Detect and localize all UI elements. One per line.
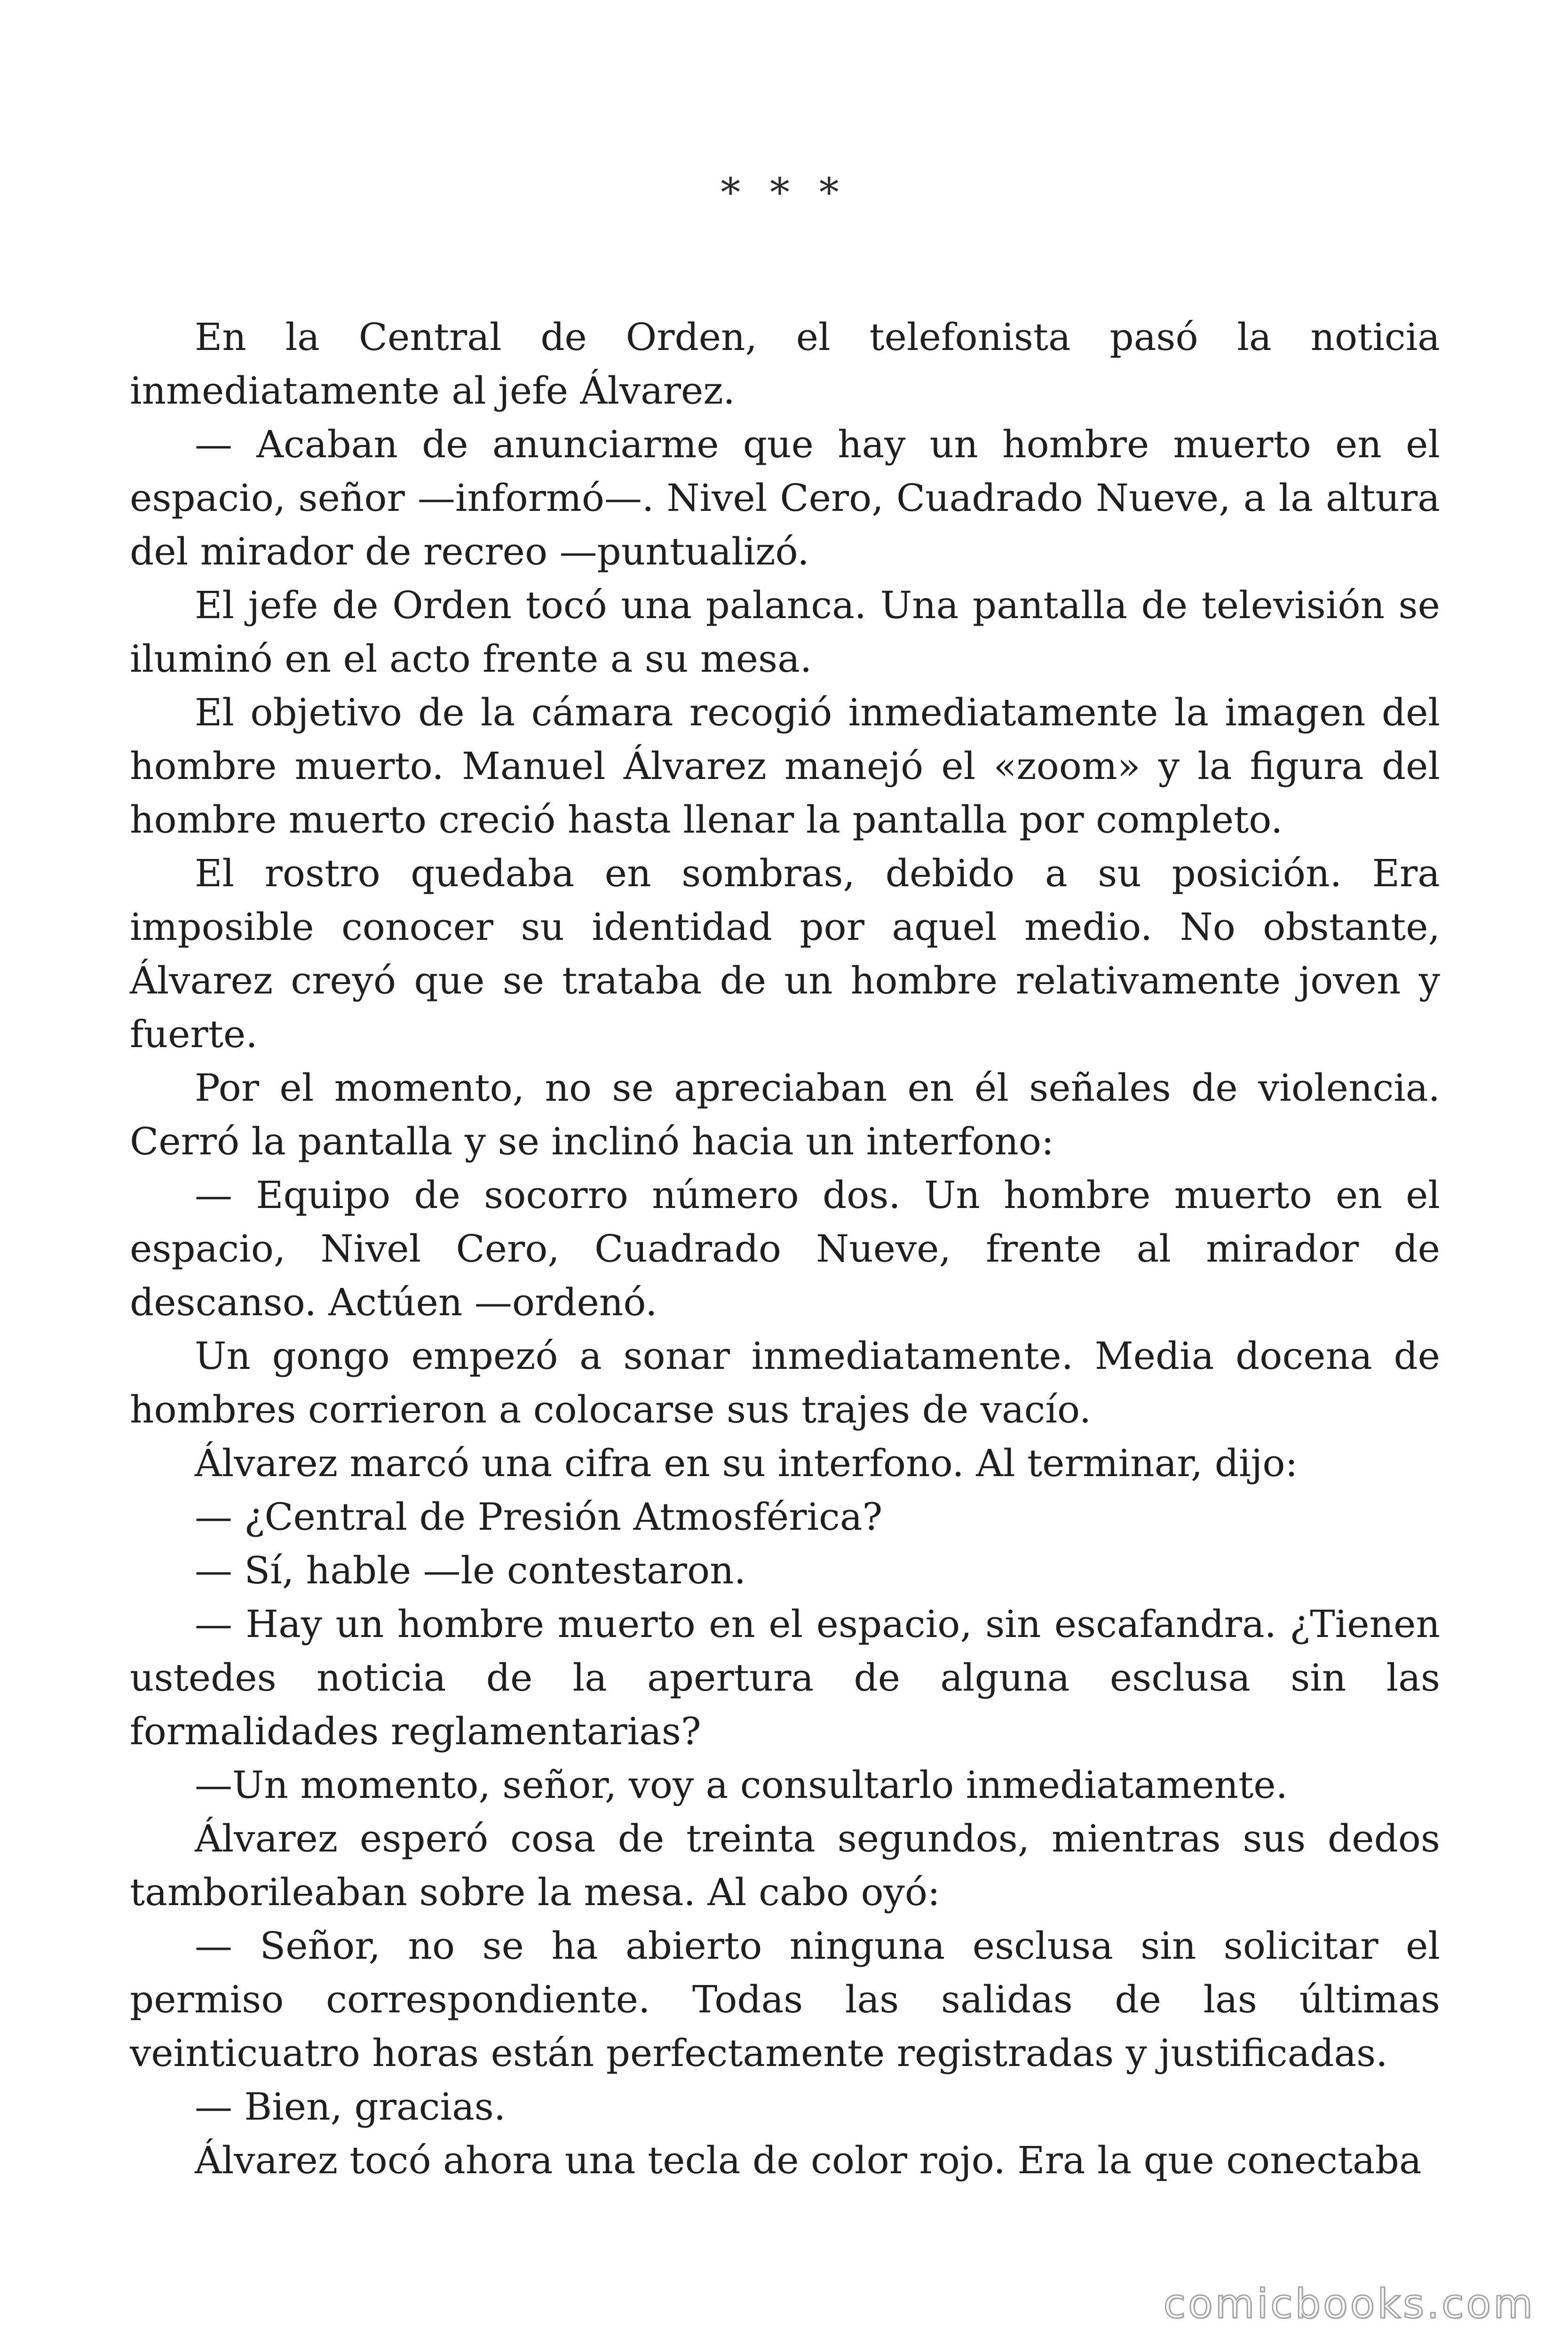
body-text [130, 310, 1440, 2187]
paragraph: — Bien, gracias. [195, 2085, 506, 2129]
paragraph: Álvarez tocó ahora una tecla de color rojo. Era la que conectaba [195, 2138, 1422, 2182]
paragraph: El rostro quedaba en sombras, debido a su posición. Era imposible conocer su identidad por aquel medio. No obstante, Álvarez creyó que se trataba de un hombre relativamente joven y fuerte. [130, 851, 1440, 1056]
paragraph: Un gongo empezó a sonar inmediatamente. Media docena de hombres corrieron a colocarse sus trajes de vacío. [130, 1334, 1440, 1431]
paragraph: Álvarez marcó una cifra en su interfono. Al terminar, dijo: [195, 1441, 1298, 1485]
paragraph: Álvarez esperó cosa de treinta segundos, mientras sus dedos tamborileaban sobre la mesa. Al cabo oyó: [130, 1817, 1440, 1914]
paragraph: Por el momento, no se apreciaban en él señales de violencia. Cerró la pantalla y se inclinó hacia un interfono: [130, 1066, 1440, 1163]
paragraph: En la Central de Orden, el telefonista pasó la noticia inmediatamente al jefe Álvarez. [130, 315, 1440, 413]
paragraph: — Sí, hable —le contestaron. [195, 1549, 746, 1592]
paragraph: —Un momento, señor, voy a consultarlo inmediatamente. [195, 1763, 1288, 1807]
watermark: comicbooks.com [1163, 2280, 1535, 2328]
section-separator: * * * [721, 169, 847, 215]
paragraph: El jefe de Orden tocó una palanca. Una pantalla de televisión se iluminó en el acto frente a su mesa. [130, 583, 1440, 681]
paragraph: — Equipo de socorro número dos. Un hombre muerto en el espacio, Nivel Cero, Cuadrado Nueve, frente al mirador de descanso. Actúen —ordenó. [130, 1173, 1440, 1324]
paragraph: — ¿Central de Presión Atmosférica? [195, 1495, 883, 1539]
paragraph: — Hay un hombre muerto en el espacio, sin escafandra. ¿Tienen ustedes noticia de la apertura de alguna esclusa sin las formalidades reglamentarias? [130, 1602, 1440, 1753]
paragraph: — Señor, no se ha abierto ninguna esclusa sin solicitar el permiso correspondiente. Todas las salidas de las últimas veinticuatro horas están perfectamente registradas y justificadas. [130, 1924, 1440, 2075]
paragraph: — Acaban de anunciarme que hay un hombre muerto en el espacio, señor —informó—. Nivel Cero, Cuadrado Nueve, a la altura del mirador de recreo —puntualizó. [130, 422, 1440, 573]
paragraph: El objetivo de la cámara recogió inmediatamente la imagen del hombre muerto. Manuel Álvarez manejó el «zoom» y la figura del hombre muerto creció hasta llenar la pantalla por completo. [130, 691, 1440, 842]
